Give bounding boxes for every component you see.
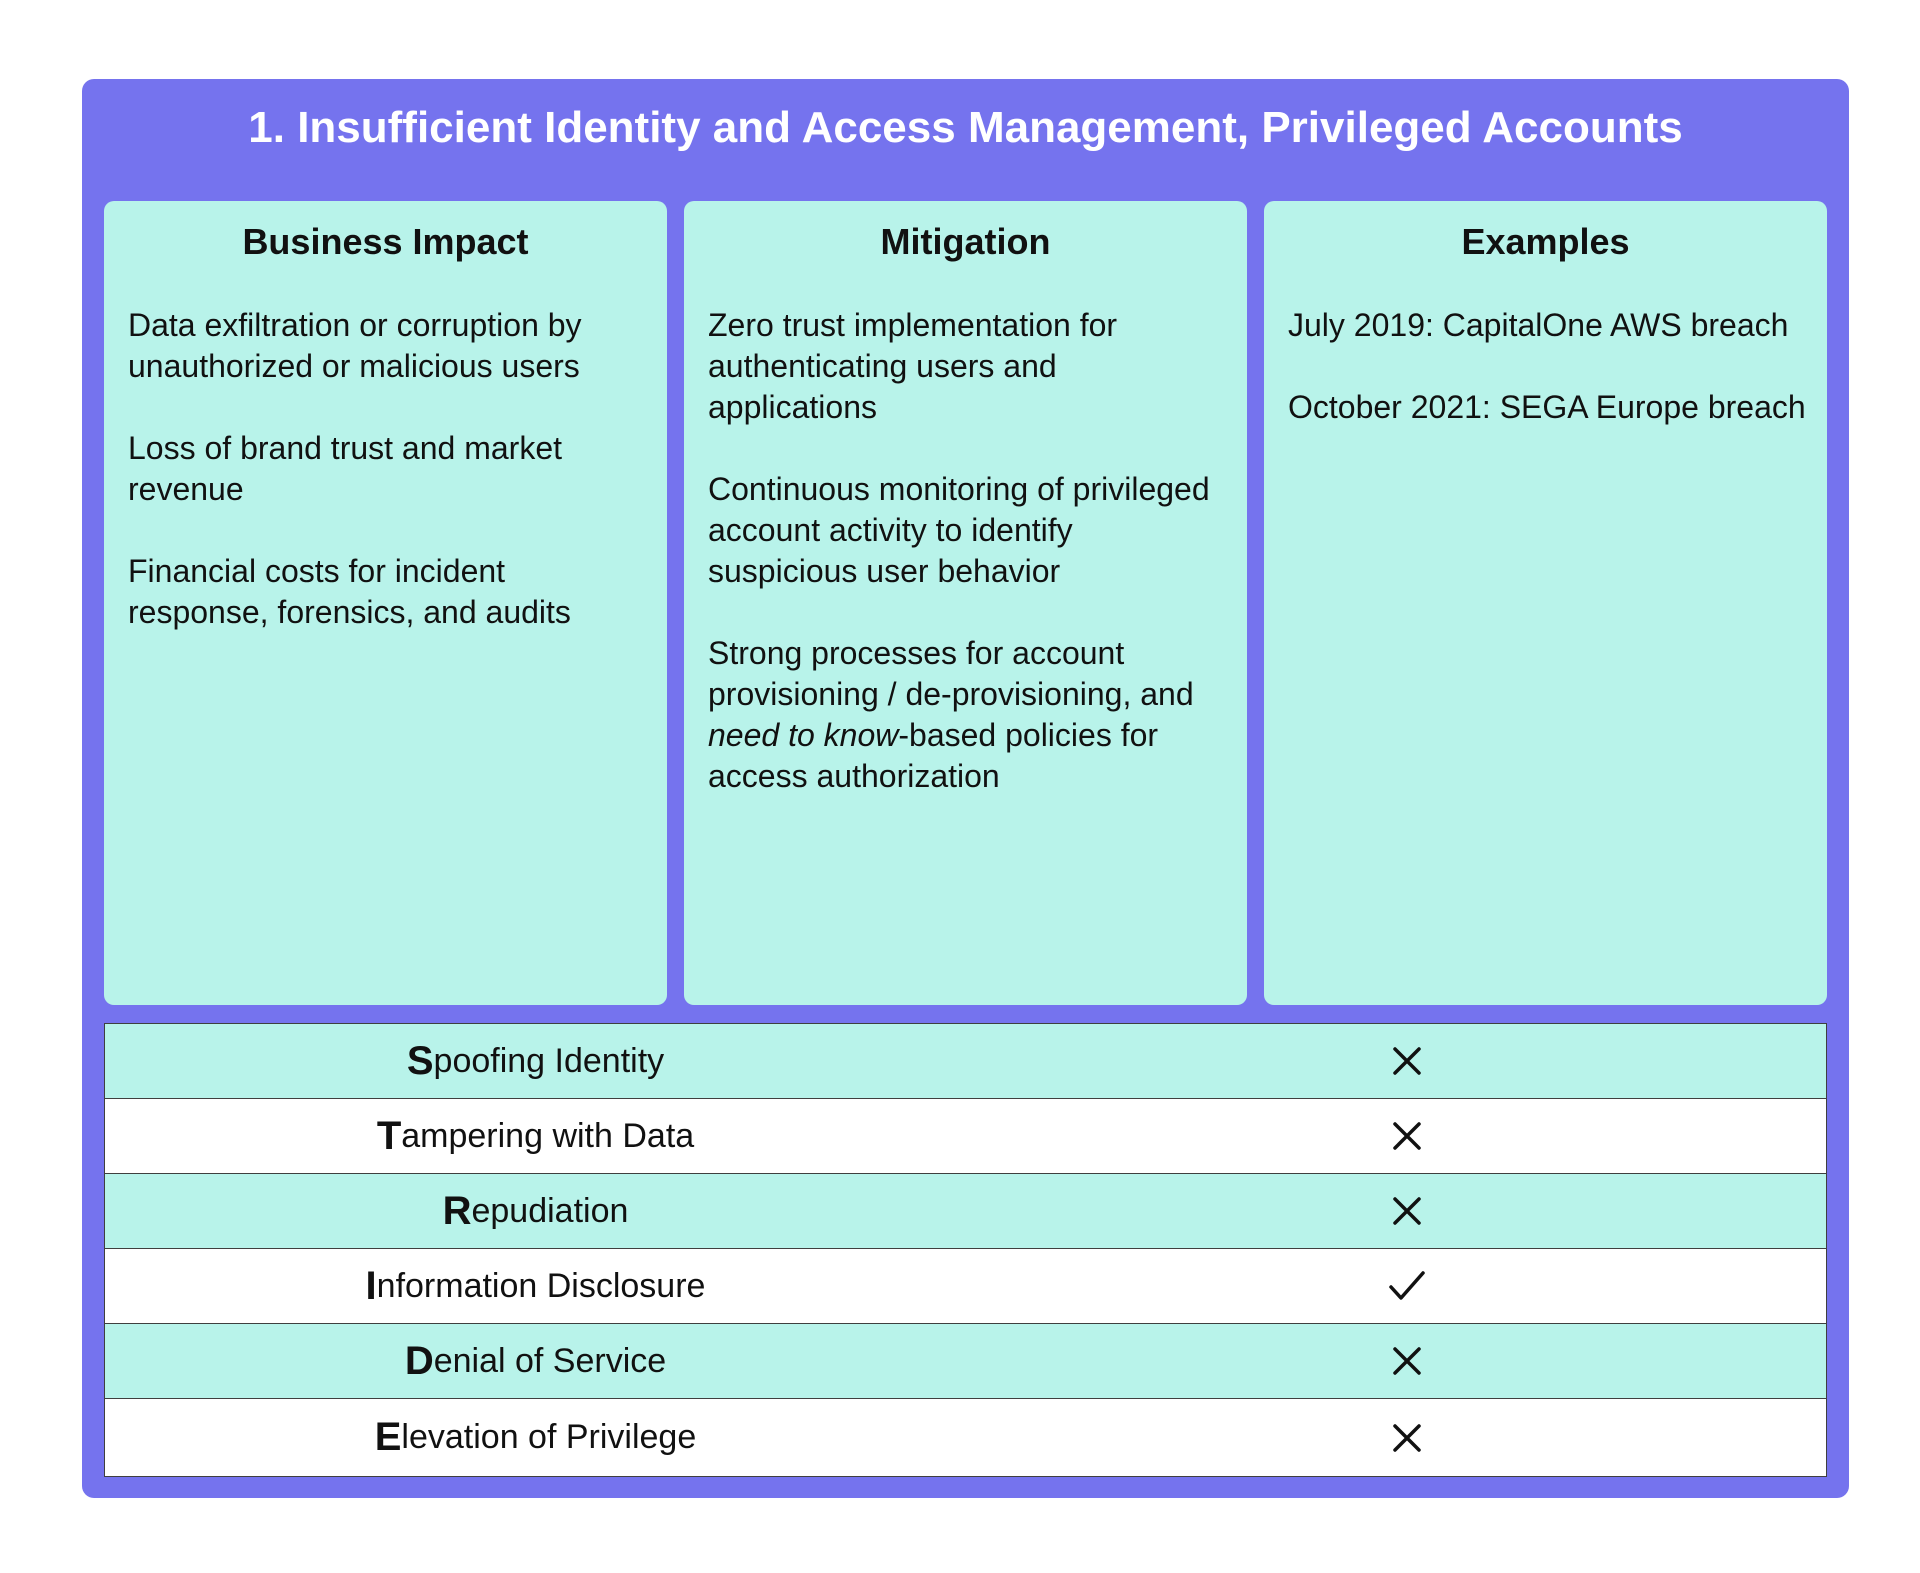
- panel-item: Loss of brand trust and market revenue: [128, 430, 562, 507]
- threat-rest: nformation Disclosure: [376, 1266, 706, 1305]
- threat-label: [105, 1174, 966, 1248]
- panel-item-text: Strong processes for account provisioning / de-provisioning, and: [708, 635, 1194, 712]
- cross-icon: [1387, 1116, 1427, 1156]
- card-title: 1. Insufficient Identity and Access Management, Privileged Accounts: [248, 103, 1683, 152]
- panel-item: Zero trust implementation for authenticating users and applications: [708, 307, 1118, 425]
- threat-rest: poofing Identity: [433, 1041, 665, 1080]
- cross-icon: [1387, 1418, 1427, 1458]
- panel-item: Continuous monitoring of privileged account activity to identify suspicious user behavior: [708, 471, 1210, 589]
- stride-row: [105, 1249, 1826, 1324]
- panel-item: July 2019: CapitalOne AWS breach: [1288, 307, 1789, 343]
- stride-table: [104, 1023, 1827, 1477]
- panel-item: Financial costs for incident response, forensics, and audits: [128, 553, 571, 630]
- business-impact-panel: [104, 201, 667, 1005]
- threat-label: [105, 1099, 966, 1173]
- threat-initial: E: [374, 1415, 402, 1459]
- threat-label: [105, 1024, 966, 1098]
- panel-item: [708, 633, 1229, 797]
- panel-body: [128, 305, 649, 674]
- stride-row: [105, 1174, 1826, 1249]
- threat-label: [105, 1399, 966, 1476]
- threat-label: [105, 1324, 966, 1398]
- cross-icon: [1387, 1041, 1427, 1081]
- cross-icon: [1387, 1191, 1427, 1231]
- threat-initial: I: [365, 1263, 377, 1308]
- threat-initial: D: [404, 1338, 434, 1383]
- panel-body: [708, 305, 1229, 838]
- panel-body: [1288, 305, 1809, 469]
- panel-heading: Mitigation: [880, 221, 1051, 262]
- panel-item: Data exfiltration or corruption by unauthorized or malicious users: [128, 307, 582, 384]
- threat-card: [82, 79, 1849, 1498]
- stride-row: [105, 1099, 1826, 1174]
- stride-row: [105, 1024, 1826, 1099]
- stride-row: [105, 1324, 1826, 1399]
- panel-item: October 2021: SEGA Europe breach: [1288, 389, 1806, 425]
- examples-panel: [1264, 201, 1827, 1005]
- panel-item-text: -based policies for access authorization: [708, 717, 1159, 794]
- threat-initial: R: [442, 1188, 472, 1233]
- threat-label: [105, 1249, 966, 1323]
- panel-heading: Examples: [1461, 221, 1630, 262]
- stride-row: [105, 1399, 1826, 1476]
- cross-icon: [1387, 1341, 1427, 1381]
- threat-rest: levation of Privilege: [401, 1418, 697, 1456]
- check-icon: [1387, 1266, 1427, 1306]
- threat-rest: epudiation: [471, 1191, 629, 1230]
- mitigation-panel: [684, 201, 1247, 1005]
- threat-rest: ampering with Data: [401, 1116, 695, 1155]
- panel-heading: Business Impact: [242, 221, 529, 262]
- threat-initial: T: [376, 1113, 402, 1158]
- panel-item-emphasis: need to know: [708, 717, 899, 753]
- threat-initial: S: [406, 1038, 434, 1083]
- threat-rest: enial of Service: [433, 1341, 667, 1380]
